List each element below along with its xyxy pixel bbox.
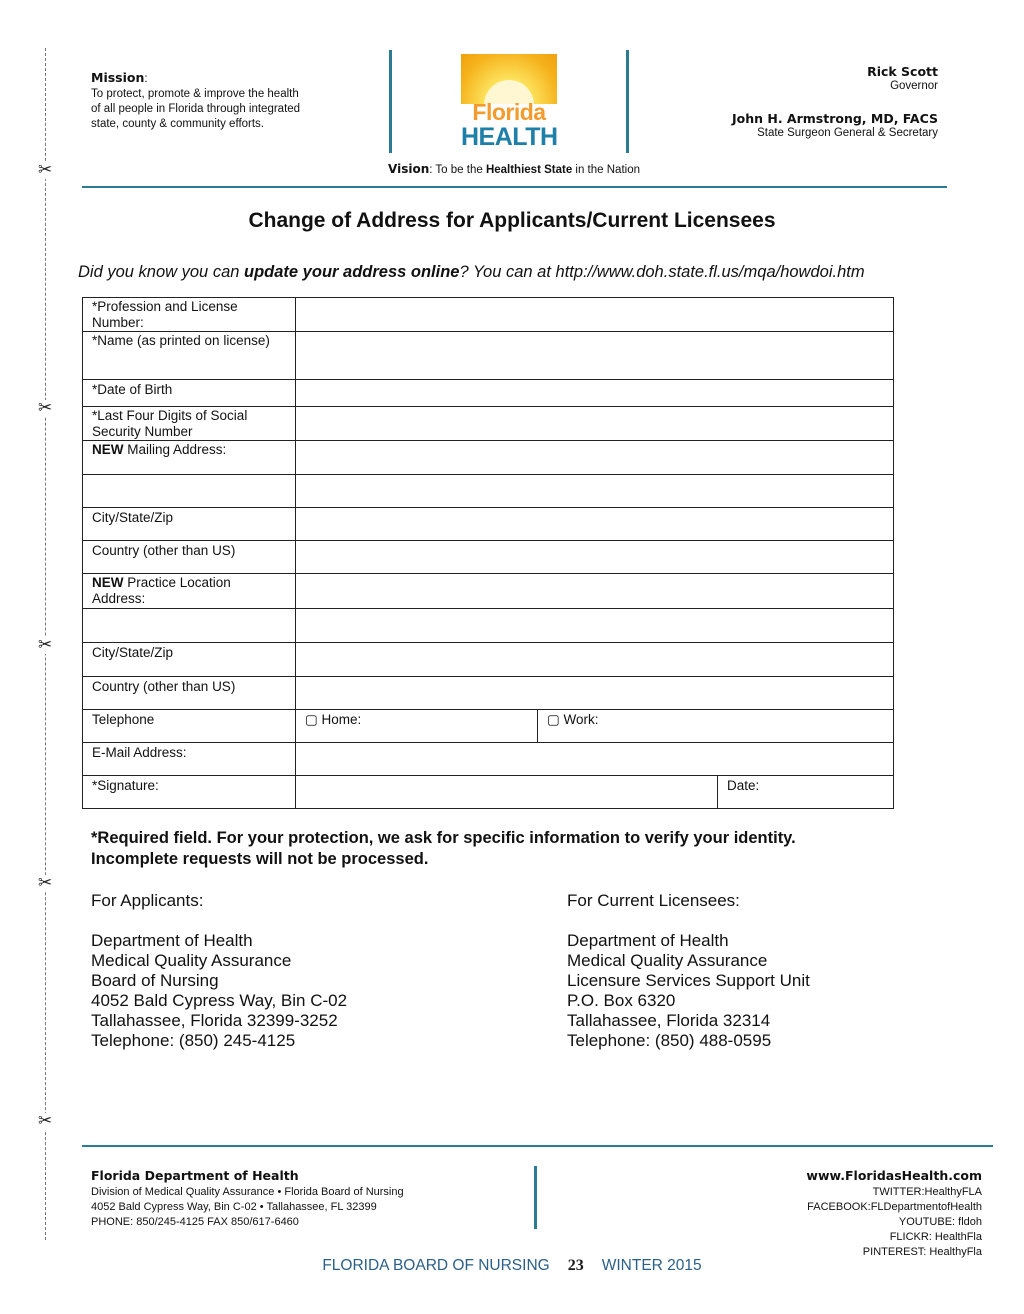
date-field[interactable]: Date: [718, 776, 894, 809]
mission-block: Mission: To protect, promote & improve the health of all people in Florida through integrated state, county & community efforts. [91, 70, 321, 132]
address-line: Tallahassee, Florida 32399-3252 [91, 1011, 338, 1030]
page-title: Change of Address for Applicants/Current Licensees [248, 209, 776, 232]
mailing-address-label [83, 441, 296, 475]
vision-label: Vision [388, 162, 430, 176]
social-facebook: FACEBOOK:FLDepartmentofHealth [807, 1201, 982, 1213]
surgeon-name: John H. Armstrong, MD, FACS [731, 111, 938, 126]
name-field[interactable] [296, 332, 894, 380]
vision-text: in the Nation [572, 164, 640, 176]
header-divider [389, 50, 392, 153]
address-change-form [82, 297, 894, 809]
footer-contact [91, 1168, 404, 1230]
scissors-icon: ✂ [38, 635, 53, 655]
licensees-address-block [567, 891, 810, 1051]
social-youtube: YOUTUBE: fldoh [898, 1216, 982, 1228]
practice-address-line2-field[interactable] [296, 609, 894, 643]
country-label: Country (other than US) [83, 541, 296, 574]
name-label: *Name (as printed on license) [83, 332, 296, 380]
practice-address-label [83, 574, 296, 609]
profession-field[interactable] [296, 298, 894, 332]
address-line: Department of Health [567, 931, 729, 950]
surgeon-title: State Surgeon General & Secretary [757, 127, 938, 139]
header-divider [626, 50, 629, 153]
ssn-label: *Last Four Digits of Social Security Number [83, 407, 296, 441]
required-note-line: Incomplete requests will not be processed. [91, 850, 429, 868]
mailing-city-field[interactable] [296, 508, 894, 541]
footer-social [806, 1168, 982, 1260]
practice-city-field[interactable] [296, 643, 894, 677]
footer-website-link[interactable]: www.FloridasHealth.com [806, 1168, 982, 1183]
signature-label: *Signature: [83, 776, 296, 809]
social-flickr: FLICKR: HealthFla [889, 1231, 982, 1243]
mission-line: of all people in Florida through integrated [91, 103, 301, 115]
intro-link-text[interactable]: ? You can at http://www.doh.state.fl.us/mqa/howdoi.htm [459, 263, 865, 281]
required-note-line: *Required field. For your protection, we ask for specific information to verify your identity. [91, 829, 796, 847]
governor-name: Rick Scott [867, 64, 938, 79]
new-bold: NEW [92, 575, 124, 590]
page-number: 23 [567, 1257, 584, 1274]
footer-line: 4052 Bald Cypress Way, Bin C-02 • Tallahassee, FL 32399 [91, 1201, 377, 1213]
mission-label: Mission [91, 70, 145, 85]
email-label: E-Mail Address: [83, 743, 296, 776]
address-line: Tallahassee, Florida 32314 [567, 1011, 771, 1030]
practice-address-text: Practice Location Address: [92, 575, 231, 606]
signature-field[interactable] [296, 776, 718, 809]
dob-label: *Date of Birth [83, 380, 296, 407]
required-field-note [91, 828, 931, 870]
applicants-heading: For Applicants: [91, 891, 204, 910]
practice-address-field[interactable] [296, 574, 894, 609]
dob-field[interactable] [296, 380, 894, 407]
address-line: Medical Quality Assurance [567, 951, 768, 970]
mission-line: state, county & community efforts. [91, 118, 264, 130]
country-label: Country (other than US) [83, 677, 296, 710]
address-line: Medical Quality Assurance [91, 951, 292, 970]
logo-word-health: HEALTH [461, 123, 558, 151]
practice-address-extra-label [83, 609, 296, 643]
officials-block [732, 64, 938, 141]
address-line: Telephone: (850) 245-4125 [91, 1031, 296, 1050]
profession-label: *Profession and License Number: [83, 298, 296, 332]
licensees-heading: For Current Licensees: [567, 891, 740, 910]
online-update-note [78, 263, 865, 282]
address-line: 4052 Bald Cypress Way, Bin C-02 [91, 991, 348, 1010]
issue-name: WINTER 2015 [601, 1257, 702, 1274]
practice-country-field[interactable] [296, 677, 894, 710]
address-line: Department of Health [91, 931, 253, 950]
footer-line: Division of Medical Quality Assurance • Florida Board of Nursing [91, 1186, 404, 1198]
home-phone-field[interactable]: ▢ Home: [296, 710, 538, 743]
mailing-address-line2-field[interactable] [296, 475, 894, 508]
intro-text: Did you know you can [78, 263, 245, 281]
vision-statement: Vision: To be the Healthiest State in the Nation [388, 162, 640, 176]
applicants-address-block [91, 891, 347, 1051]
publication-name: FLORIDA BOARD OF NURSING [322, 1257, 550, 1274]
new-bold: NEW [92, 442, 124, 457]
page-footer [0, 1257, 1024, 1275]
ssn-field[interactable] [296, 407, 894, 441]
scissors-icon: ✂ [38, 873, 53, 893]
footer-rule [82, 1145, 993, 1147]
header-rule [82, 186, 947, 188]
vision-bold: Healthiest State [485, 164, 573, 176]
mailing-address-text: Mailing Address: [123, 442, 227, 457]
scissors-icon: ✂ [38, 398, 53, 418]
address-line: Licensure Services Support Unit [567, 971, 810, 990]
intro-bold: update your address online [244, 263, 460, 281]
footer-org: Florida Department of Health [91, 1168, 299, 1183]
mailing-address-field[interactable] [296, 441, 894, 475]
footer-divider [534, 1166, 537, 1229]
mailing-address-extra-label [83, 475, 296, 508]
social-pinterest: PINTEREST: HealthyFla [862, 1246, 982, 1258]
work-phone-field[interactable]: ▢ Work: [538, 710, 894, 743]
social-twitter: TWITTER:HealthyFLA [872, 1186, 982, 1198]
scissors-icon: ✂ [38, 1111, 53, 1131]
city-state-zip-label: City/State/Zip [83, 643, 296, 677]
vision-text: To be the [435, 164, 486, 176]
footer-line: PHONE: 850/245-4125 FAX 850/617-6460 [91, 1216, 299, 1228]
logo-word-florida: Florida [472, 99, 546, 125]
scissors-icon: ✂ [38, 160, 53, 180]
mailing-country-field[interactable] [296, 541, 894, 574]
city-state-zip-label: City/State/Zip [83, 508, 296, 541]
mission-line: To protect, promote & improve the health [91, 88, 299, 100]
email-field[interactable] [296, 743, 894, 776]
telephone-label: Telephone [83, 710, 296, 743]
address-line: Board of Nursing [91, 971, 219, 990]
address-line: Telephone: (850) 488-0595 [567, 1031, 772, 1050]
address-line: P.O. Box 6320 [567, 991, 676, 1010]
sun-icon [461, 54, 557, 104]
florida-health-logo [461, 54, 557, 152]
governor-title: Governor [890, 80, 938, 92]
